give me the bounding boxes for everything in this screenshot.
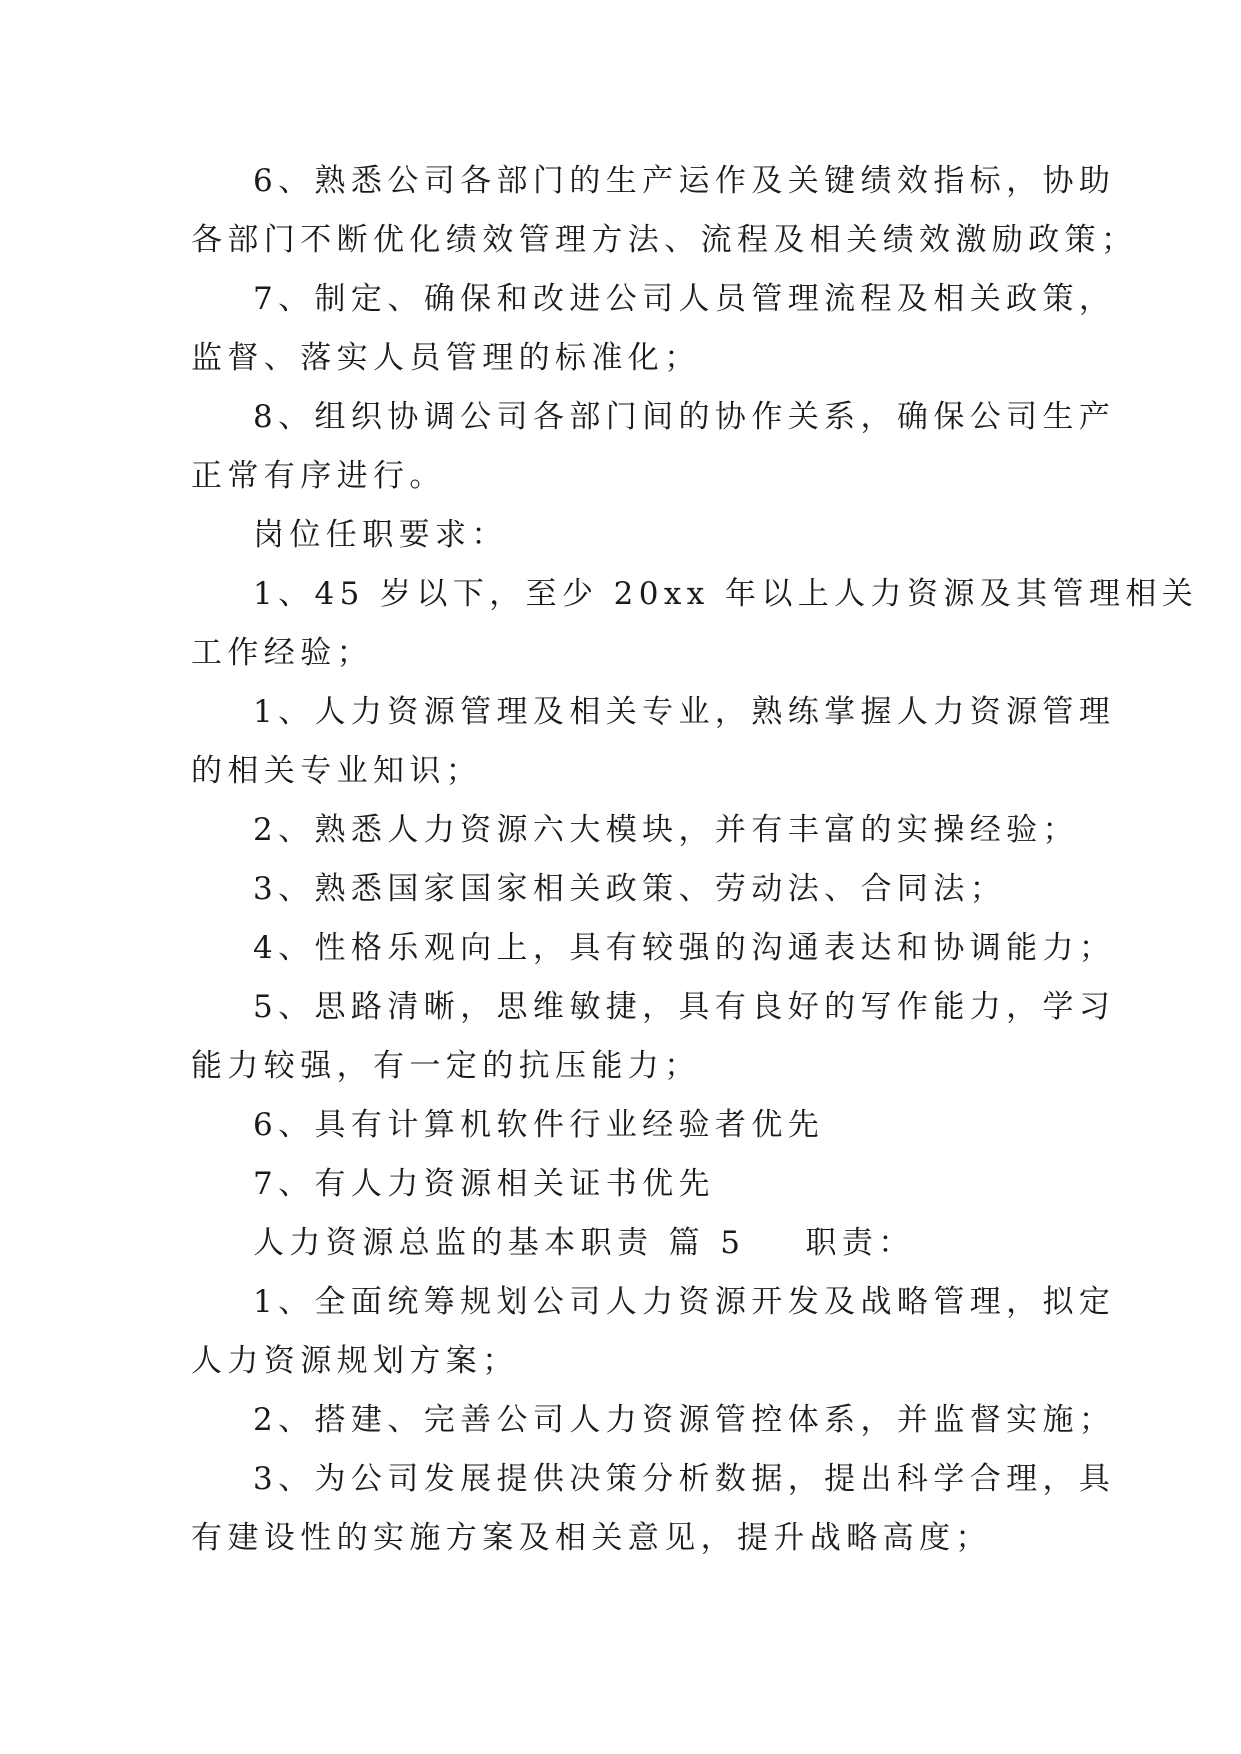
text-line: 3、熟悉国家国家相关政策、劳动法、合同法； xyxy=(253,871,1007,907)
text-line: 7、制定、确保和改进公司人员管理流程及相关政策， xyxy=(253,281,1116,317)
text-line: 能力较强，有一定的抗压能力； xyxy=(191,1048,701,1084)
text-line: 8、组织协调公司各部门间的协作关系，确保公司生产 xyxy=(253,399,1116,435)
text-line: 7、有人力资源相关证书优先 xyxy=(253,1166,715,1202)
section-title: 人力资源总监的基本职责 篇 5 xyxy=(253,1225,746,1261)
text-line: 2、熟悉人力资源六大模块，并有丰富的实操经验； xyxy=(253,812,1079,848)
document-body xyxy=(191,152,1199,1568)
text-line: 6、具有计算机软件行业经验者优先 xyxy=(253,1107,825,1143)
text-line: 1、45 岁以下，至少 20xx 年以上人力资源及其管理相关 xyxy=(253,576,1199,612)
duties-label: 职责： xyxy=(805,1225,915,1261)
text-line: 的相关专业知识； xyxy=(191,753,483,789)
text-line: 正常有序进行。 xyxy=(191,458,446,494)
text-line: 6、熟悉公司各部门的生产运作及关键绩效指标，协助 xyxy=(253,163,1116,199)
section-title-line xyxy=(191,1214,1061,1273)
text-line: 工作经验； xyxy=(191,635,373,671)
text-line: 人力资源规划方案； xyxy=(191,1343,519,1379)
text-line: 1、全面统筹规划公司人力资源开发及战略管理，拟定 xyxy=(253,1284,1116,1320)
text-line: 4、性格乐观向上，具有较强的沟通表达和协调能力； xyxy=(253,930,1116,966)
text-line: 3、为公司发展提供决策分析数据，提出科学合理，具 xyxy=(253,1461,1116,1497)
text-line: 2、搭建、完善公司人力资源管控体系，并监督实施； xyxy=(253,1402,1116,1438)
text-line: 5、思路清晰，思维敏捷，具有良好的写作能力，学习 xyxy=(253,989,1116,1025)
section-heading: 岗位任职要求： xyxy=(253,517,508,553)
text-line: 有建设性的实施方案及相关意见，提升战略高度； xyxy=(191,1520,992,1556)
text-line: 各部门不断优化绩效管理方法、流程及相关绩效激励政策； xyxy=(191,222,1138,258)
text-line: 监督、落实人员管理的标准化； xyxy=(191,340,701,376)
text-line: 1、人力资源管理及相关专业，熟练掌握人力资源管理 xyxy=(253,694,1116,730)
